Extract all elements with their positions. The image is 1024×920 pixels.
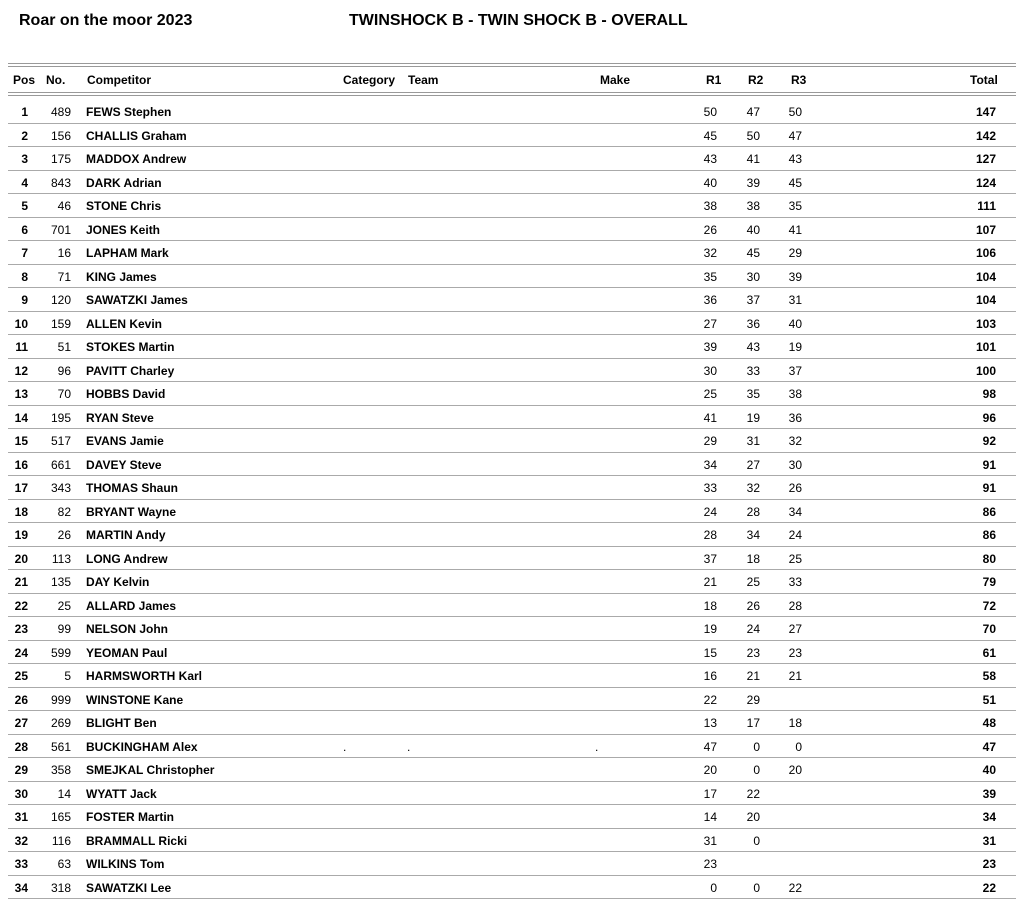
cell-competitor: BRAMMALL Ricki <box>86 833 188 848</box>
cell-r3: 34 <box>788 504 802 519</box>
cell-r1: 39 <box>703 340 717 354</box>
cell-total: 47 <box>982 739 996 754</box>
cell-total: 86 <box>982 528 996 542</box>
cell-r2: 41 <box>746 152 760 166</box>
cell-competitor: FEWS Stephen <box>86 105 172 119</box>
cell-no: 561 <box>50 739 71 754</box>
cell-total: 80 <box>982 551 996 566</box>
cell-r2: 18 <box>746 551 760 566</box>
cell-r1: 50 <box>703 105 717 119</box>
cell-r2: 21 <box>746 669 760 683</box>
cell-r1: 32 <box>703 246 717 260</box>
cell-competitor: HARMSWORTH Karl <box>86 669 202 683</box>
cell-r1: 45 <box>703 128 717 143</box>
cell-r2: 17 <box>746 716 760 730</box>
cell-competitor: LONG Andrew <box>86 551 168 566</box>
cell-r2: 47 <box>746 105 760 119</box>
cell-pos: 23 <box>14 622 28 636</box>
table-row <box>0 359 1024 383</box>
cell-pos: 9 <box>21 293 28 307</box>
cell-competitor: DAY Kelvin <box>86 575 150 589</box>
cell-pos: 26 <box>14 692 28 707</box>
cell-team: . <box>407 739 411 754</box>
cell-pos: 12 <box>14 363 28 378</box>
cell-no: 661 <box>50 457 71 472</box>
cell-total: 23 <box>982 857 996 871</box>
cell-r1: 34 <box>703 457 717 472</box>
cell-r1: 43 <box>703 152 717 166</box>
table-row <box>0 641 1024 665</box>
cell-r2: 43 <box>746 340 760 354</box>
cell-competitor: NELSON John <box>86 622 169 636</box>
table-row <box>0 288 1024 312</box>
cell-no: 195 <box>50 410 71 425</box>
cell-pos: 32 <box>14 833 28 848</box>
cell-total: 96 <box>982 410 996 425</box>
table-row <box>0 124 1024 148</box>
cell-pos: 10 <box>14 316 28 331</box>
table-row <box>0 429 1024 453</box>
table-row <box>0 617 1024 641</box>
cell-r2: 34 <box>746 528 760 542</box>
cell-r3: 41 <box>788 222 802 237</box>
cell-total: 104 <box>975 269 996 284</box>
column-header-no: No. <box>46 73 66 87</box>
cell-r2: 40 <box>746 222 760 237</box>
table-row <box>0 735 1024 759</box>
cell-competitor: WINSTONE Kane <box>86 692 184 707</box>
cell-total: 106 <box>975 246 996 260</box>
divider <box>8 95 1016 96</box>
cell-no: 318 <box>50 880 71 895</box>
class-title: TWINSHOCK B - TWIN SHOCK B - OVERALL <box>349 12 688 29</box>
cell-r2: 0 <box>753 763 760 777</box>
cell-pos: 1 <box>21 105 28 119</box>
cell-no: 599 <box>50 645 71 660</box>
cell-r1: 29 <box>703 434 717 448</box>
cell-total: 58 <box>982 669 996 683</box>
cell-pos: 33 <box>14 857 28 871</box>
cell-r1: 17 <box>703 786 717 801</box>
results-table-header <box>0 70 1024 90</box>
cell-pos: 34 <box>14 880 28 895</box>
cell-r1: 14 <box>703 810 717 824</box>
cell-r1: 37 <box>703 551 717 566</box>
cell-pos: 2 <box>21 128 28 143</box>
cell-total: 104 <box>975 293 996 307</box>
cell-no: 156 <box>50 128 71 143</box>
cell-total: 51 <box>982 692 996 707</box>
cell-total: 61 <box>982 645 996 660</box>
cell-competitor: DARK Adrian <box>86 175 162 190</box>
divider <box>8 66 1016 67</box>
cell-total: 142 <box>975 128 996 143</box>
cell-r1: 36 <box>703 293 717 307</box>
cell-competitor: KING James <box>86 269 157 284</box>
cell-r3: 36 <box>788 410 802 425</box>
cell-no: 120 <box>50 293 71 307</box>
cell-r3: 28 <box>788 598 802 613</box>
cell-competitor: YEOMAN Paul <box>86 645 168 660</box>
column-header-pos: Pos <box>13 73 36 87</box>
cell-r1: 15 <box>703 645 717 660</box>
cell-r2: 35 <box>746 387 760 401</box>
cell-competitor: SAWATZKI James <box>86 293 188 307</box>
cell-competitor: STONE Chris <box>86 199 162 213</box>
cell-r2: 20 <box>746 810 760 824</box>
table-row <box>0 876 1024 900</box>
cell-r3: 50 <box>788 105 802 119</box>
cell-competitor: MADDOX Andrew <box>86 152 187 166</box>
cell-total: 101 <box>975 340 996 354</box>
cell-r1: 16 <box>703 669 717 683</box>
cell-r2: 38 <box>746 199 760 213</box>
event-title: Roar on the moor 2023 <box>19 12 193 29</box>
cell-pos: 29 <box>14 763 28 777</box>
table-row <box>0 523 1024 547</box>
cell-competitor: WYATT Jack <box>86 786 157 801</box>
cell-r2: 22 <box>746 786 760 801</box>
cell-r3: 31 <box>788 293 802 307</box>
cell-pos: 30 <box>14 786 28 801</box>
table-row <box>0 570 1024 594</box>
cell-r1: 30 <box>703 363 717 378</box>
cell-no: 16 <box>57 246 71 260</box>
cell-r1: 26 <box>703 222 717 237</box>
cell-total: 40 <box>982 763 996 777</box>
cell-r3: 24 <box>788 528 802 542</box>
cell-r1: 13 <box>703 716 717 730</box>
cell-r2: 36 <box>746 316 760 331</box>
cell-no: 269 <box>50 716 71 730</box>
cell-competitor: WILKINS Tom <box>86 857 165 871</box>
cell-r3: 21 <box>788 669 802 683</box>
cell-competitor: RYAN Steve <box>86 410 154 425</box>
divider <box>8 63 1016 64</box>
cell-pos: 25 <box>14 669 28 683</box>
column-header-r2: R2 <box>748 73 764 87</box>
table-row <box>0 335 1024 359</box>
cell-r3: 26 <box>788 481 802 495</box>
cell-pos: 6 <box>21 222 28 237</box>
table-row <box>0 852 1024 876</box>
cell-pos: 4 <box>21 175 28 190</box>
table-row <box>0 382 1024 406</box>
cell-no: 701 <box>50 222 71 237</box>
cell-competitor: DAVEY Steve <box>86 457 162 472</box>
cell-pos: 13 <box>14 387 28 401</box>
cell-r3: 18 <box>788 716 802 730</box>
cell-r3: 32 <box>788 434 802 448</box>
table-row <box>0 147 1024 171</box>
table-row <box>0 782 1024 806</box>
cell-r1: 0 <box>710 880 717 895</box>
cell-competitor: CHALLIS Graham <box>86 128 187 143</box>
cell-r3: 0 <box>795 739 802 754</box>
cell-r2: 26 <box>746 598 760 613</box>
cell-pos: 3 <box>21 152 28 166</box>
cell-total: 91 <box>982 481 996 495</box>
cell-r2: 0 <box>753 739 760 754</box>
cell-no: 159 <box>50 316 71 331</box>
cell-r1: 35 <box>703 269 717 284</box>
cell-no: 343 <box>50 481 71 495</box>
column-header-category: Category <box>343 73 396 87</box>
cell-total: 107 <box>975 222 996 237</box>
cell-pos: 18 <box>14 504 28 519</box>
cell-pos: 8 <box>21 269 28 284</box>
cell-r1: 23 <box>703 857 717 871</box>
cell-total: 98 <box>982 387 996 401</box>
cell-no: 46 <box>57 199 71 213</box>
cell-pos: 14 <box>14 410 28 425</box>
cell-no: 51 <box>57 340 71 354</box>
cell-no: 82 <box>57 504 71 519</box>
cell-competitor: HOBBS David <box>86 387 166 401</box>
cell-r1: 19 <box>703 622 717 636</box>
cell-r2: 23 <box>746 645 760 660</box>
cell-no: 99 <box>57 622 71 636</box>
cell-no: 843 <box>50 175 71 190</box>
table-row <box>0 711 1024 735</box>
cell-r3: 25 <box>788 551 802 566</box>
cell-r3: 19 <box>788 340 802 354</box>
table-row <box>0 547 1024 571</box>
table-row <box>0 594 1024 618</box>
cell-no: 135 <box>50 575 71 589</box>
cell-total: 103 <box>975 316 996 331</box>
cell-r1: 20 <box>703 763 717 777</box>
table-row <box>0 805 1024 829</box>
cell-r3: 38 <box>788 387 802 401</box>
cell-r2: 0 <box>753 833 760 848</box>
cell-r2: 24 <box>746 622 760 636</box>
cell-r1: 38 <box>703 199 717 213</box>
cell-r1: 21 <box>703 575 717 589</box>
cell-r3: 47 <box>788 128 802 143</box>
cell-total: 79 <box>982 575 996 589</box>
cell-pos: 24 <box>14 645 28 660</box>
cell-r3: 43 <box>788 152 802 166</box>
cell-r3: 45 <box>788 175 802 190</box>
cell-pos: 31 <box>14 810 28 824</box>
cell-no: 71 <box>57 269 71 284</box>
cell-r2: 45 <box>746 246 760 260</box>
cell-r1: 18 <box>703 598 717 613</box>
cell-r3: 30 <box>788 457 802 472</box>
table-row <box>0 171 1024 195</box>
column-header-r1: R1 <box>706 73 722 87</box>
cell-total: 31 <box>982 833 996 848</box>
cell-r2: 31 <box>746 434 760 448</box>
table-row <box>0 758 1024 782</box>
column-header-team: Team <box>408 73 439 87</box>
cell-total: 70 <box>982 622 996 636</box>
cell-competitor: THOMAS Shaun <box>86 481 178 495</box>
cell-r2: 30 <box>746 269 760 284</box>
cell-no: 5 <box>64 669 71 683</box>
cell-r1: 47 <box>703 739 717 754</box>
cell-no: 999 <box>50 692 71 707</box>
cell-pos: 20 <box>14 551 28 566</box>
cell-competitor: ALLARD James <box>86 598 177 613</box>
cell-pos: 17 <box>14 481 28 495</box>
cell-no: 70 <box>57 387 71 401</box>
cell-pos: 21 <box>14 575 28 589</box>
table-row <box>0 688 1024 712</box>
cell-r3: 40 <box>788 316 802 331</box>
cell-category: . <box>343 739 347 754</box>
table-row <box>0 664 1024 688</box>
cell-r3: 23 <box>788 645 802 660</box>
cell-no: 14 <box>57 786 71 801</box>
cell-r3: 37 <box>788 363 802 378</box>
cell-competitor: SMEJKAL Christopher <box>86 763 215 777</box>
cell-total: 34 <box>982 810 996 824</box>
cell-pos: 28 <box>14 739 28 754</box>
cell-no: 489 <box>50 105 71 119</box>
table-row <box>0 241 1024 265</box>
cell-total: 100 <box>975 363 996 378</box>
table-row <box>0 500 1024 524</box>
results-table-body <box>0 100 1024 899</box>
cell-competitor: ALLEN Kevin <box>86 316 163 331</box>
cell-no: 96 <box>57 363 71 378</box>
cell-r3: 35 <box>788 199 802 213</box>
table-row <box>0 100 1024 124</box>
cell-competitor: BUCKINGHAM Alex <box>86 739 198 754</box>
cell-r2: 39 <box>746 175 760 190</box>
column-header-make: Make <box>600 73 631 87</box>
cell-r1: 40 <box>703 175 717 190</box>
column-header-competitor: Competitor <box>87 73 151 87</box>
table-row <box>0 406 1024 430</box>
cell-r2: 50 <box>746 128 760 143</box>
cell-no: 63 <box>57 857 71 871</box>
cell-total: 48 <box>982 716 996 730</box>
cell-r2: 32 <box>746 481 760 495</box>
cell-r3: 39 <box>788 269 802 284</box>
cell-competitor: EVANS Jamie <box>86 434 164 448</box>
cell-r2: 19 <box>746 410 760 425</box>
cell-total: 111 <box>977 199 996 213</box>
cell-no: 517 <box>50 434 71 448</box>
cell-r3: 27 <box>788 622 802 636</box>
cell-no: 26 <box>57 528 71 542</box>
table-row <box>0 194 1024 218</box>
cell-competitor: SAWATZKI Lee <box>86 880 172 895</box>
table-row <box>0 453 1024 477</box>
table-row <box>0 829 1024 853</box>
table-row <box>0 265 1024 289</box>
cell-no: 25 <box>57 598 71 613</box>
cell-competitor: JONES Keith <box>86 222 161 237</box>
cell-r1: 41 <box>703 410 717 425</box>
cell-total: 91 <box>982 457 996 472</box>
cell-r2: 29 <box>746 692 760 707</box>
cell-no: 113 <box>51 551 71 566</box>
column-header-r3: R3 <box>791 73 807 87</box>
cell-competitor: BRYANT Wayne <box>86 504 177 519</box>
cell-total: 92 <box>982 434 996 448</box>
cell-r1: 22 <box>703 692 717 707</box>
cell-competitor: FOSTER Martin <box>86 810 175 824</box>
cell-pos: 11 <box>15 340 28 354</box>
cell-total: 127 <box>975 152 996 166</box>
cell-make: . <box>595 739 599 754</box>
cell-r3: 20 <box>788 763 802 777</box>
cell-no: 175 <box>50 152 71 166</box>
cell-total: 22 <box>982 880 996 895</box>
cell-competitor: STOKES Martin <box>86 340 175 354</box>
cell-r1: 31 <box>703 833 717 848</box>
cell-r2: 33 <box>746 363 760 378</box>
divider <box>8 92 1016 93</box>
cell-r1: 24 <box>703 504 717 519</box>
cell-no: 116 <box>51 833 71 848</box>
cell-competitor: MARTIN Andy <box>86 528 166 542</box>
cell-pos: 5 <box>21 199 28 213</box>
table-row <box>0 218 1024 242</box>
cell-competitor: LAPHAM Mark <box>86 246 169 260</box>
cell-pos: 27 <box>14 716 28 730</box>
cell-total: 86 <box>982 504 996 519</box>
cell-total: 39 <box>982 786 996 801</box>
cell-r3: 29 <box>788 246 802 260</box>
cell-total: 124 <box>975 175 996 190</box>
cell-pos: 22 <box>14 598 28 613</box>
cell-no: 358 <box>50 763 71 777</box>
cell-competitor: BLIGHT Ben <box>86 716 157 730</box>
cell-no: 165 <box>50 810 71 824</box>
cell-r2: 28 <box>746 504 760 519</box>
column-header-total: Total <box>970 73 998 87</box>
cell-r1: 27 <box>703 316 717 331</box>
cell-pos: 19 <box>14 528 28 542</box>
cell-r3: 22 <box>788 880 802 895</box>
cell-r3: 33 <box>788 575 802 589</box>
cell-r2: 27 <box>746 457 760 472</box>
cell-pos: 15 <box>14 434 28 448</box>
cell-r2: 0 <box>753 880 760 895</box>
cell-total: 72 <box>982 598 996 613</box>
cell-r1: 33 <box>703 481 717 495</box>
cell-r2: 25 <box>746 575 760 589</box>
cell-r1: 25 <box>703 387 717 401</box>
cell-competitor: PAVITT Charley <box>86 363 175 378</box>
table-row <box>0 312 1024 336</box>
cell-total: 147 <box>975 105 996 119</box>
cell-r1: 28 <box>703 528 717 542</box>
table-row <box>0 476 1024 500</box>
cell-r2: 37 <box>746 293 760 307</box>
cell-pos: 7 <box>21 246 28 260</box>
cell-pos: 16 <box>14 457 28 472</box>
